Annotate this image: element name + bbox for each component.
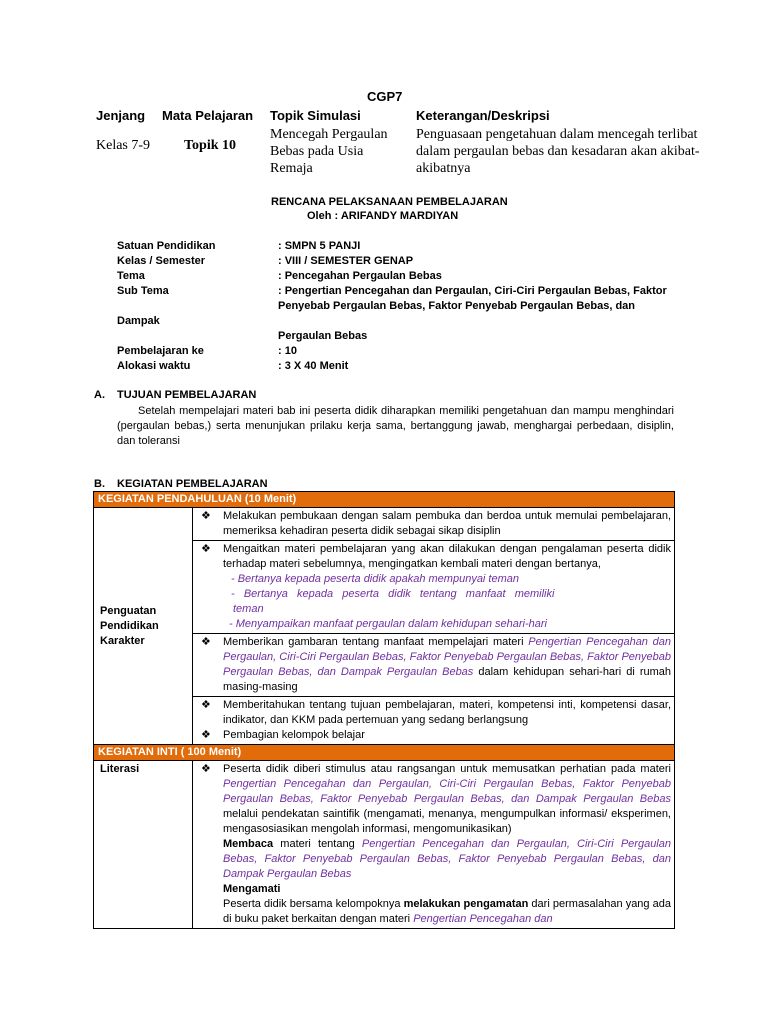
col-mata-pelajaran: Mata Pelajaran (162, 108, 254, 123)
list-item: ❖ Memberitahukan tentang tujuan pembelajaran, materi, kompetensi inti, kompetensi dasar, indikator, dan KKM pada pertemuan yang sedang berlangsung ❖ Pembagian kelompok belajar (193, 697, 674, 744)
diamond-bullet-icon: ❖ (201, 699, 211, 711)
diamond-bullet-icon: ❖ (201, 763, 211, 775)
col-keterangan: Keterangan/Deskripsi (416, 108, 550, 123)
document-code: CGP7 (367, 89, 403, 104)
list-item: ❖ Peserta didik diberi stimulus atau rangsangan untuk memusatkan perhatian pada materi Pengertian Pencegahan dan Pergaulan, Ciri-Ciri Pergaulan Bebas, Faktor Penyebab Pergaulan Bebas, Faktor Penyebab Pergaulan Bebas, dan Dampak Pergaulan Bebas melalui pendekatan saintifik (mengamati, menanya, mengumpulkan informasi/ eksperimen, mengasosiasikan mengolah informasi, mengomunikasikan) Membaca materi tentang Pengertian Pencegahan dan Pergaulan, Ciri-Ciri Pergaulan Bebas, Faktor Penyebab Pergaulan Bebas, Faktor Penyebab Pergaulan Bebas, dan Dampak Pergaulan Bebas Mengamati Peserta didik bersama kelompoknya melakukan pengamatan dari permasalahan yang ada di buku paket berkaitan dengan materi Pengertian Pencegahan dan (193, 761, 674, 928)
mapel-value: Topik 10 (184, 138, 237, 153)
section-b-letter: B. (94, 478, 105, 490)
topik-value: Mencegah Pergaulan Bebas pada Usia Remaja (270, 127, 388, 176)
list-item: ❖ Melakukan pembukaan dengan salam pembuka dan berdoa untuk memulai pembelajaran, memeriksa kehadiran peserta didik sebagai sikap disiplin (193, 508, 674, 540)
section-a-body: Setelah mempelajari materi bab ini peserta didik diharapkan memiliki pengetahuan dan mampu menghindari (pergaulan bebas,) serta menunjukan prilaku kerja sama, bertanggung jawab, menghargai perbedaan, disiplin, dan toleransi (117, 405, 674, 447)
col-topik-simulasi: Topik Simulasi (270, 108, 361, 123)
section-a-letter: A. (94, 389, 105, 401)
penguatan-label: Penguatan Pendidikan Karakter (100, 604, 159, 647)
list-item: ❖ Mengaitkan materi pembelajaran yang akan dilakukan dengan pengalaman peserta didik terhadap materi sebelumnya, mengingatkan kembali materi dengan bertanya, - Bertanya kepada peserta didik apakah mempunyai teman - Bertanya kepada peserta didik tentang manfaat memiliki teman - Menyampaikan manfaat pergaulan dalam kehidupan sehari-hari (193, 541, 674, 633)
diamond-bullet-icon: ❖ (201, 510, 211, 522)
section-a-title: TUJUAN PEMBELAJARAN (117, 389, 257, 401)
pendahuluan-header: KEGIATAN PENDAHULUAN (10 Menit) (94, 492, 674, 507)
description-value: Penguasaan pengetahuan dalam mencegah terlibat dalam pergaulan bebas dan kesadaran akan akibat- akibatnya (416, 127, 700, 176)
diamond-bullet-icon: ❖ (201, 543, 211, 555)
rpp-title: RENCANA PELAKSANAAN PEMBELAJARAN (271, 196, 508, 208)
diamond-bullet-icon: ❖ (201, 729, 211, 741)
diamond-bullet-icon: ❖ (201, 636, 211, 648)
jenjang-value: Kelas 7-9 (96, 138, 151, 153)
activity-table (93, 491, 675, 929)
list-item: ❖ Memberikan gambaran tentang manfaat mempelajari materi Pengertian Pencegahan dan Pergaulan, Ciri-Ciri Pergaulan Bebas, Faktor Penyebab Pergaulan Bebas, Faktor Penyebab Pergaulan Bebas, dan Dampak Pergaulan Bebas dalam kehidupan sehari-hari di rumah masing-masing (193, 634, 674, 696)
rpp-author: Oleh : ARIFANDY MARDIYAN (307, 210, 459, 222)
col-jenjang: Jenjang (96, 108, 146, 123)
identity-block: Satuan Pendidikan : SMPN 5 PANJI Kelas / Semester : VIII / SEMESTER GENAP Tema : Pencegahan Pergaulan Bebas Sub Tema : Pengertian Pencegahan dan Pergaulan, Ciri-Ciri Pergaulan Bebas, Faktor Penyebab Pergaulan Bebas, Faktor Penyebab Pergaulan Bebas, dan Dampak Pergaulan Bebas Pembelajaran ke : 10 Alokasi waktu : 3 X 40 Menit (117, 240, 667, 372)
section-b-title: KEGIATAN PEMBELAJARAN (117, 478, 268, 490)
inti-header: KEGIATAN INTI ( 100 Menit) (94, 745, 674, 760)
literasi-label: Literasi (100, 763, 140, 775)
